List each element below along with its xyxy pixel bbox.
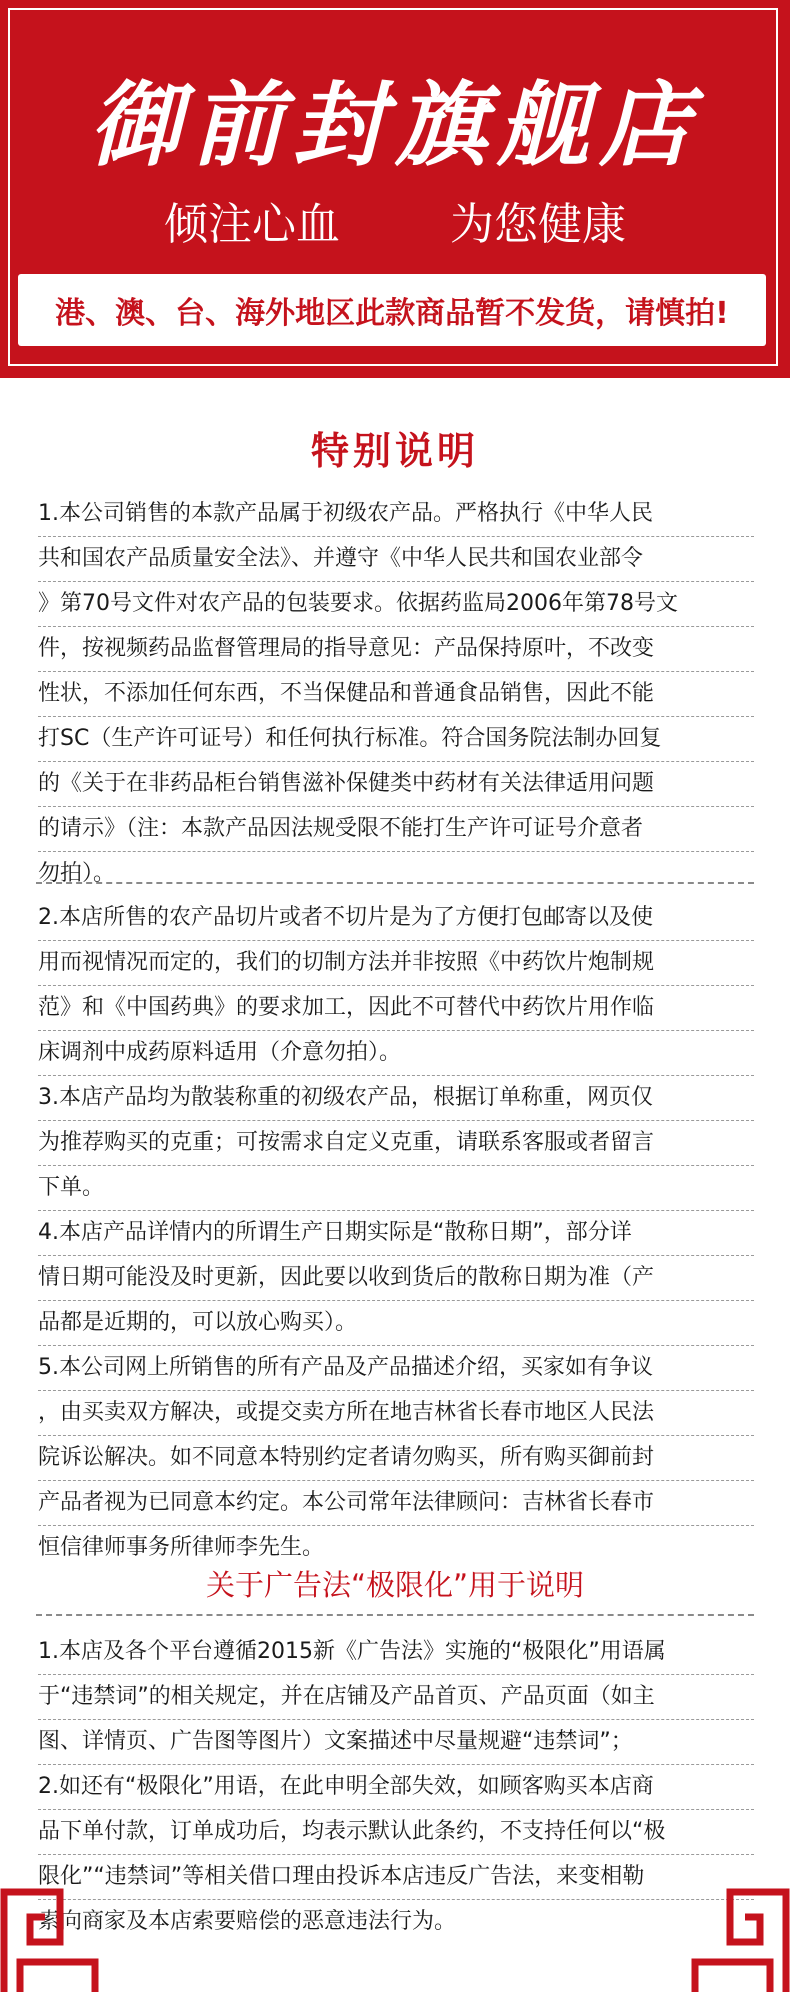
shipping-notice-text: 港、澳、台、海外地区此款商品暂不发货，请慎拍! xyxy=(55,296,729,331)
special-note-block-1 xyxy=(38,492,754,896)
text-line: 恒信律师事务所律师李先生。 xyxy=(38,1535,325,1560)
text-line: 性状，不添加任何东西，不当保健品和普通食品销售，因此不能 xyxy=(38,672,754,717)
text-line: 产品者视为已同意本约定。本公司常年法律顾问：吉林省长春市 xyxy=(38,1481,754,1526)
text-line: 的《关于在非药品柜台销售滋补保健类中药材有关法律适用问题 xyxy=(38,762,754,807)
text-line: 范》和《中国药典》的要求加工，因此不可替代中药饮片用作临 xyxy=(38,986,754,1031)
ad-law-divider xyxy=(36,1614,754,1616)
text-line: 打SC（生产许可证号）和任何执行标准。符合国务院法制办回复 xyxy=(38,717,754,762)
special-notes-title: 特别说明 xyxy=(310,429,479,473)
slogan-right: 为您健康 xyxy=(450,199,626,250)
text-line: 院诉讼解决。如不同意本特别约定者请勿购买，所有购买御前封 xyxy=(38,1436,754,1481)
text-line: 下单。 xyxy=(38,1166,754,1211)
text-line: 床调剂中成药原料适用（介意勿拍）。 xyxy=(38,1031,754,1076)
text-line: 情日期可能没及时更新，因此要以收到货后的散称日期为准（产 xyxy=(38,1256,754,1301)
text-line: 1.本店及各个平台遵循2015新《广告法》实施的“极限化”用语属 xyxy=(38,1630,754,1675)
section-divider xyxy=(36,882,754,884)
slogan xyxy=(0,188,790,252)
text-line: 5.本公司网上所销售的所有产品及产品描述介绍，买家如有争议 xyxy=(38,1346,754,1391)
text-line: 2.本店所售的农产品切片或者不切片是为了方便打包邮寄以及使 xyxy=(38,896,754,941)
text-line: 3.本店产品均为散装称重的初级农产品，根据订单称重，网页仅 xyxy=(38,1076,754,1121)
text-line: 共和国农产品质量安全法》、并遵守《中华人民共和国农业部令 xyxy=(38,537,754,582)
text-line: 品都是近期的，可以放心购买）。 xyxy=(38,1301,754,1346)
text-line: 于“违禁词”的相关规定，并在店铺及产品首页、产品页面（如主 xyxy=(38,1675,754,1720)
special-note-block-2 xyxy=(38,896,754,1570)
ad-law-title: 关于广告法“极限化”用于说明 xyxy=(205,1568,585,1602)
text-line: 用而视情况而定的，我们的切制方法并非按照《中药饮片炮制规 xyxy=(38,941,754,986)
slogan-left: 倾注心血 xyxy=(164,199,340,250)
header-banner xyxy=(0,0,790,378)
text-line: 勿拍）。 xyxy=(38,861,116,886)
text-line: 的请示》（注：本款产品因法规受限不能打生产许可证号介意者 xyxy=(38,807,754,852)
corner-fret-left-icon xyxy=(0,1862,110,1992)
text-line: 件，按视频药品监督管理局的指导意见：产品保持原叶，不改变 xyxy=(38,627,754,672)
text-line: 为推荐购买的克重；可按需求自定义克重，请联系客服或者留言 xyxy=(38,1121,754,1166)
text-line: 》第70号文件对农产品的包装要求。依据药监局2006年第78号文 xyxy=(38,582,754,627)
text-line: ，由买卖双方解决，或提交卖方所在地吉林省长春市地区人民法 xyxy=(38,1391,754,1436)
text-line: 1.本公司销售的本款产品属于初级农产品。严格执行《中华人民 xyxy=(38,492,754,537)
shipping-notice xyxy=(18,274,766,346)
text-line: 2.如还有“极限化”用语，在此申明全部失效，如顾客购买本店商 xyxy=(38,1765,754,1810)
ad-law-block xyxy=(38,1630,754,1944)
text-line: 限化”“违禁词”等相关借口理由投诉本店违反广告法，来变相勒 xyxy=(38,1855,754,1900)
text-line: 索向商家及本店索要赔偿的恶意违法行为。 xyxy=(38,1909,457,1934)
store-brand-title: 御前封旗舰店 xyxy=(88,71,701,179)
text-line: 品下单付款，订单成功后，均表示默认此条约，不支持任何以“极 xyxy=(38,1810,754,1855)
corner-fret-right-icon xyxy=(680,1862,790,1992)
text-line: 图、详情页、广告图等图片）文案描述中尽量规避“违禁词”； xyxy=(38,1720,754,1765)
text-line: 4.本店产品详情内的所谓生产日期实际是“散称日期”，部分详 xyxy=(38,1211,754,1256)
